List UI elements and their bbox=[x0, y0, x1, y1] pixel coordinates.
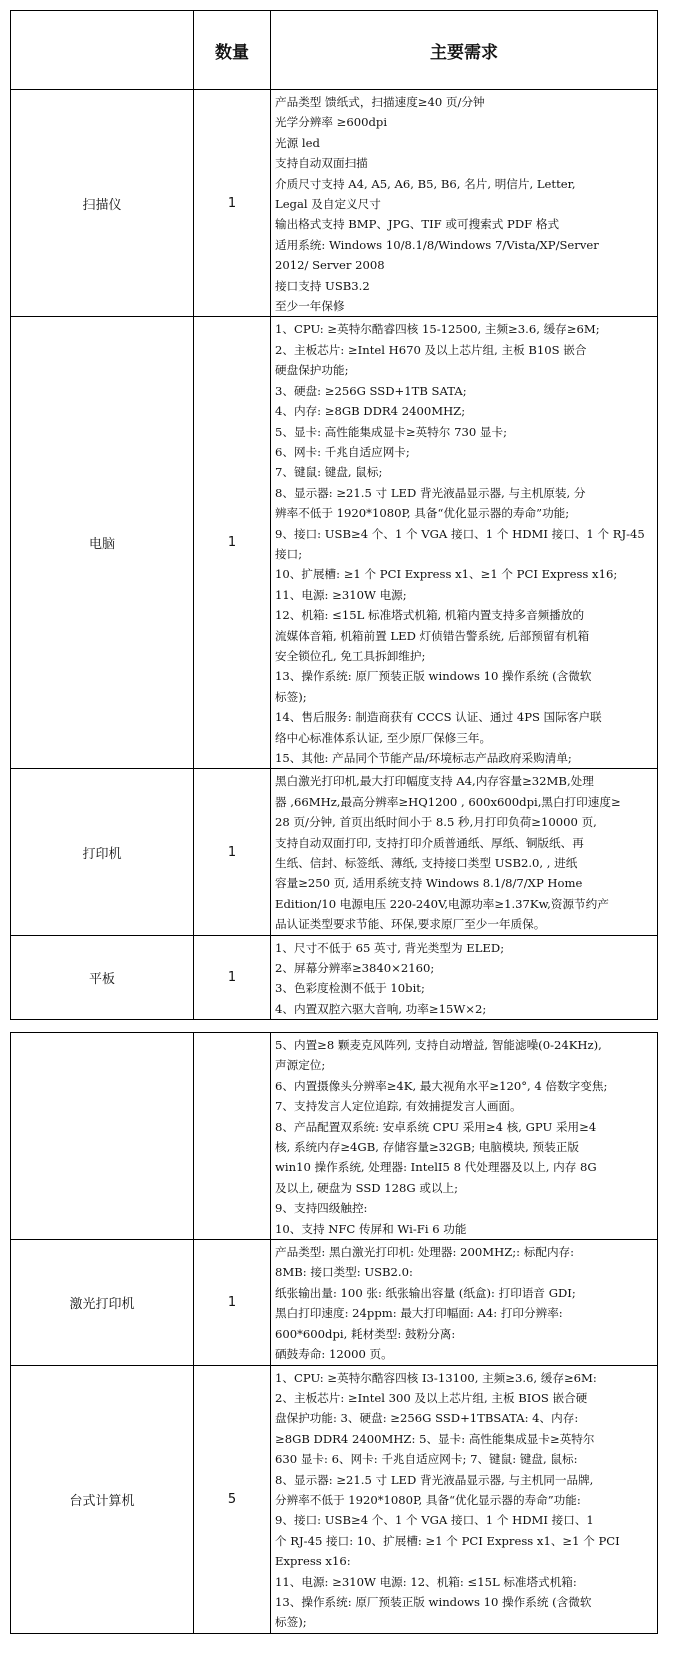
table-row bbox=[11, 317, 658, 769]
requirement-line: 生纸、信封、标签纸、薄纸, 支持接口类型 USB2.0, , 进纸 bbox=[275, 856, 578, 871]
requirement-line: 品认证类型要求节能、环保,要求原厂至少一年质保。 bbox=[275, 917, 546, 932]
item-name-cell: 打印机 bbox=[11, 769, 194, 935]
quantity-cell: 5 bbox=[194, 1365, 271, 1633]
requirement-line: ≥8GB DDR4 2400MHZ: 5、显卡: 高性能集成显卡≥英特尔 bbox=[275, 1431, 595, 1446]
requirement-line: 7、支持发言人定位追踪, 有效捕提发言人画面。 bbox=[275, 1099, 522, 1114]
quantity-cell: 1 bbox=[194, 90, 271, 317]
requirement-line: 辨率不低于 1920*1080P, 具备“优化显示器的寿命”功能; bbox=[275, 506, 570, 521]
requirement-line: 硬盘保护功能; bbox=[275, 363, 349, 378]
header-item-name bbox=[11, 11, 194, 90]
requirement-line: 2012/ Server 2008 bbox=[275, 258, 385, 273]
requirement-line: 8、产品配置双系统: 安卓系统 CPU 采用≥4 核, GPU 采用≥4 bbox=[275, 1119, 597, 1134]
requirement-line: 纸张输出量: 100 张: 纸张输出容量 (纸盒): 打印语音 GDI; bbox=[275, 1285, 576, 1300]
requirement-line: 支持自动双面扫描 bbox=[275, 156, 368, 171]
requirement-line: win10 操作系统, 处理器: IntelI5 8 代处理器及以上, 内存 8G bbox=[275, 1160, 597, 1175]
requirement-line: 核, 系统内存≥4GB, 存储容量≥32GB; 电脑模块, 预装正版 bbox=[275, 1140, 579, 1155]
requirement-line: 1、CPU: ≥英特尔酷容四核 I3-13100, 主频≥3.6, 缓存≥6M: bbox=[275, 1370, 597, 1385]
requirement-line: 5、内置≥8 颗麦克风阵列, 支持自动增益, 智能滤噪(0-24KHz), bbox=[275, 1038, 602, 1052]
requirement-line: 分辨率不低于 1920*1080P, 具备“优化显示器的寿命”功能: bbox=[275, 1492, 581, 1507]
header-quantity: 数量 bbox=[194, 11, 271, 90]
table-header-row bbox=[11, 11, 658, 90]
table-row bbox=[11, 769, 658, 935]
requirement-line: 3、硬盘: ≥256G SSD+1TB SATA; bbox=[275, 383, 467, 398]
requirement-line: 1、尺寸不低于 65 英寸, 背光类型为 ELED; bbox=[275, 940, 505, 955]
requirement-line: 支持自动双面打印, 支持打印介质普通纸、厚纸、铜版纸、再 bbox=[275, 835, 584, 850]
requirement-line: 8、显示器: ≥21.5 寸 LED 背光液晶显示器, 与主机同一品牌, bbox=[275, 1472, 594, 1487]
quantity-cell: 1 bbox=[194, 1240, 271, 1365]
requirement-line: 器 ,66MHz,最高分辨率≥HQ1200 , 600x600dpi,黑白打印速度≥ bbox=[275, 794, 621, 809]
requirement-line: 11、电源: ≥310W 电源: 12、机箱: ≤15L 标准塔式机箱: bbox=[275, 1574, 577, 1589]
requirement-line: Legal 及自定义尺寸 bbox=[275, 197, 381, 212]
requirement-line: 1、CPU: ≥英特尔酷睿四核 15-12500, 主频≥3.6, 缓存≥6M; bbox=[275, 322, 600, 337]
quantity-cell: 1 bbox=[194, 935, 271, 1020]
requirements-cell bbox=[271, 935, 658, 1020]
requirement-line: 声源定位; bbox=[275, 1058, 326, 1073]
table-row bbox=[11, 935, 658, 1020]
table-row bbox=[11, 1365, 658, 1633]
requirement-line: 产品类型: 黑白激光打印机: 处理器: 200MHZ;: 标配内存: bbox=[275, 1245, 575, 1260]
requirements-cell bbox=[271, 1365, 658, 1633]
requirement-line: 光学分辨率 ≥600dpi bbox=[275, 115, 388, 130]
requirement-line: 630 显卡: 6、网卡: 千兆自适应网卡; 7、键鼠: 键盘, 鼠标: bbox=[275, 1452, 578, 1467]
requirement-line: 硒鼓寿命: 12000 页。 bbox=[275, 1347, 393, 1362]
header-requirements: 主要需求 bbox=[271, 11, 658, 90]
requirement-line: 介质尺寸支持 A4, A5, A6, B5, B6, 名片, 明信片, Letter, bbox=[275, 176, 576, 191]
requirement-line: 5、显卡: 高性能集成显卡≥英特尔 730 显卡; bbox=[275, 424, 507, 439]
requirement-line: 9、接口: USB≥4 个、1 个 VGA 接口、1 个 HDMI 接口、1 bbox=[275, 1513, 594, 1528]
table-row bbox=[11, 90, 658, 317]
requirement-line: 黑白打印速度: 24ppm: 最大打印幅面: A4: 打印分辨率: bbox=[275, 1306, 563, 1321]
requirement-line: 2、主板芯片: ≥Intel 300 及以上芯片组, 主板 BIOS 嵌合硬 bbox=[275, 1390, 588, 1405]
requirement-line: 4、内置双腔六驱大音响, 功率≥15W×2; bbox=[275, 1001, 487, 1016]
requirement-line: 12、机箱: ≤15L 标准塔式机箱, 机箱内置支持多音频播放的 bbox=[275, 608, 585, 623]
table-row bbox=[11, 1240, 658, 1365]
requirement-line: 及以上, 硬盘为 SSD 128G 或以上; bbox=[275, 1180, 459, 1195]
quantity-cell: 1 bbox=[194, 769, 271, 935]
requirement-line: 15、其他: 产品同个节能产品/环境标志产品政府采购清单; bbox=[275, 751, 572, 765]
requirement-line: 产品类型 馈纸式，扫描速度≥40 页/分钟 bbox=[275, 95, 485, 109]
requirement-line: 13、操作系统: 原厂预装正版 windows 10 操作系统 (含微软 bbox=[275, 1594, 592, 1609]
requirement-line: 7、键鼠: 键盘, 鼠标; bbox=[275, 465, 383, 480]
requirement-line: 盘保护功能: 3、硬盘: ≥256G SSD+1TBSATA: 4、内存: bbox=[275, 1411, 579, 1426]
requirement-line: 个 RJ-45 接口: 10、扩展槽: ≥1 个 PCI Express x1、≥1 个 PCI bbox=[275, 1533, 620, 1548]
requirement-line: 输出格式支持 BMP、JPG、TIF 或可搜索式 PDF 格式 bbox=[275, 217, 560, 232]
requirement-line: 接口; bbox=[275, 546, 303, 561]
requirements-cell bbox=[271, 1033, 658, 1240]
requirement-line: Express x16: bbox=[275, 1554, 351, 1569]
requirement-line: 2、主板芯片: ≥Intel H670 及以上芯片组, 主板 B10S 嵌合 bbox=[275, 342, 587, 357]
table-row bbox=[11, 1033, 658, 1240]
requirement-line: 黑白激光打印机,最大打印幅度支持 A4,内存容量≥32MB,处理 bbox=[275, 774, 594, 789]
requirement-line: 11、电源: ≥310W 电源; bbox=[275, 587, 407, 602]
requirement-line: 2、屏幕分辨率≥3840×2160; bbox=[275, 961, 435, 976]
requirement-line: 10、支持 NFC 传屏和 Wi-Fi 6 功能 bbox=[275, 1221, 467, 1236]
requirement-line: 8MB: 接口类型: USB2.0: bbox=[275, 1265, 413, 1280]
requirement-line: 600*600dpi, 耗材类型: 鼓粉分离: bbox=[275, 1326, 456, 1341]
requirements-cell bbox=[271, 1240, 658, 1365]
requirement-line: 6、内置摄像头分辨率≥4K, 最大视角水平≥120°, 4 倍数字变焦; bbox=[275, 1078, 608, 1093]
item-name-cell bbox=[11, 1033, 194, 1240]
requirements-table-part-1 bbox=[10, 10, 658, 1020]
requirement-line: 28 页/分钟, 首页出纸时间小于 8.5 秒,月打印负荷≥10000 页, bbox=[275, 815, 597, 830]
requirements-cell bbox=[271, 769, 658, 935]
item-name-cell: 电脑 bbox=[11, 317, 194, 769]
item-name-cell: 平板 bbox=[11, 935, 194, 1020]
item-name-cell: 激光打印机 bbox=[11, 1240, 194, 1365]
requirement-line: 10、扩展槽: ≥1 个 PCI Express x1、≥1 个 PCI Express x16; bbox=[275, 567, 618, 582]
requirement-line: 9、接口: USB≥4 个、1 个 VGA 接口、1 个 HDMI 接口、1 个 RJ-45 bbox=[275, 526, 645, 541]
quantity-cell bbox=[194, 1033, 271, 1240]
requirement-line: 适用系统: Windows 10/8.1/8/Windows 7/Vista/XP/Server bbox=[275, 237, 599, 252]
item-name-cell: 扫描仪 bbox=[11, 90, 194, 317]
requirement-line: 6、网卡: 千兆自适应网卡; bbox=[275, 444, 410, 459]
requirement-line: 至少一年保修 bbox=[275, 299, 345, 314]
requirement-line: 4、内存: ≥8GB DDR4 2400MHZ; bbox=[275, 404, 466, 419]
requirements-cell bbox=[271, 90, 658, 317]
requirement-line: 容量≥250 页, 适用系统支持 Windows 8.1/8/7/XP Home bbox=[275, 876, 583, 891]
requirement-line: 14、售后服务: 制造商获有 CCCS 认证、通过 4PS 国际客户联 bbox=[275, 710, 602, 725]
requirements-cell bbox=[271, 317, 658, 769]
requirements-table-part-2 bbox=[10, 1032, 658, 1634]
requirement-line: 标签); bbox=[275, 1615, 307, 1630]
requirement-line: 8、显示器: ≥21.5 寸 LED 背光液晶显示器, 与主机原装, 分 bbox=[275, 485, 586, 500]
requirement-line: 13、操作系统: 原厂预装正版 windows 10 操作系统 (含微软 bbox=[275, 669, 592, 684]
quantity-cell: 1 bbox=[194, 317, 271, 769]
item-name-cell: 台式计算机 bbox=[11, 1365, 194, 1633]
requirement-line: 光源 led bbox=[275, 135, 320, 150]
requirement-line: 标签); bbox=[275, 689, 307, 704]
requirement-line: 安全锁位孔, 免工具拆卸维护; bbox=[275, 648, 426, 663]
requirement-line: 流媒体音箱, 机箱前置 LED 灯侦错告警系统, 后部预留有机箱 bbox=[275, 628, 590, 643]
requirement-line: 络中心标准体系认证, 至少原厂保修三年。 bbox=[275, 730, 492, 745]
requirement-line: 3、色彩度检测不低于 10bit; bbox=[275, 981, 425, 996]
requirement-line: 9、支持四级触控: bbox=[275, 1201, 368, 1216]
requirement-line: Edition/10 电源电压 220-240V,电源功率≥1.37Kw,资源节约产 bbox=[275, 896, 609, 911]
requirement-line: 接口支持 USB3.2 bbox=[275, 278, 370, 293]
